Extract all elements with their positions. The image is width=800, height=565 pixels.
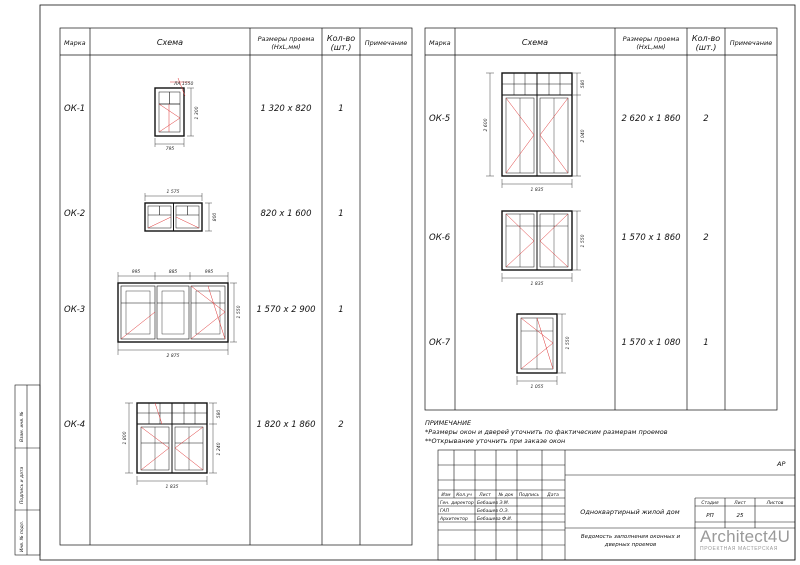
right-table-grid	[425, 28, 777, 410]
mark-ok5: ОК-5	[429, 114, 451, 124]
title-block-code: АР	[777, 460, 786, 468]
person-1-name: Бебашев Э.М.	[477, 501, 510, 506]
window-ok7-drawing	[517, 314, 566, 385]
person-2-role: ГАП	[440, 509, 449, 514]
size-ok6: 1 570 x 1 860	[621, 233, 681, 243]
qty-ok1: 1	[338, 104, 344, 114]
dim-ok1-width: 795	[165, 147, 175, 152]
qty-ok4: 2	[338, 420, 344, 430]
dim-ok5-top-height: 580	[581, 79, 586, 89]
dim-ok1-top: ЛА 1550	[174, 82, 194, 87]
window-ok6-drawing	[502, 211, 581, 282]
left-header-note: Примечание	[364, 39, 408, 47]
person-1-role: Ген. директор	[440, 501, 474, 506]
side-stamp-3: Инв. № подл.	[20, 520, 25, 552]
sheets-label: Листов	[766, 501, 784, 506]
dim-ok4-top-height: 580	[217, 409, 222, 419]
title-block-project: Однoквартирный жилой дом	[580, 508, 680, 516]
col-header-kol: Кол.уч	[456, 493, 472, 498]
person-2-name: Бебашев О.Э.	[477, 509, 509, 514]
left-header-qty: Кол-во	[326, 34, 356, 43]
notes-line-1: *Размеры окон и дверей уточнить по фактическим размерам проемов	[425, 428, 668, 436]
window-ok4-drawing	[125, 403, 217, 485]
size-ok1: 1 320 x 820	[260, 104, 312, 114]
left-header-qty-units: (шт.)	[330, 43, 352, 52]
size-ok4: 1 820 x 1 860	[256, 420, 316, 430]
dim-ok2-height: 800	[213, 212, 218, 222]
dim-ok4-bottom-height: 1 240	[217, 442, 222, 456]
dim-ok7-width: 1 055	[530, 385, 544, 390]
sheet-value: 25	[736, 513, 744, 519]
stage-label: Стадия	[701, 501, 719, 506]
dim-ok3-top-2: 885	[168, 270, 178, 275]
right-header-scheme: Схема	[521, 38, 549, 47]
qty-ok6: 2	[703, 233, 709, 243]
dim-ok3-height: 1 550	[237, 305, 242, 319]
left-header-size: Размеры проема	[257, 35, 315, 43]
dim-ok3-top-1: 995	[131, 270, 141, 275]
dim-ok3-width: 2 875	[166, 354, 180, 359]
right-header-qty: Кол-во	[691, 34, 721, 43]
dim-ok6-height: 1 550	[581, 234, 586, 248]
notes-line-2: **Открывание уточнить при заказе окон	[425, 437, 566, 445]
mark-ok7: ОК-7	[429, 338, 451, 348]
architect4u-logo	[700, 528, 796, 562]
dim-ok4-width: 1 835	[165, 485, 179, 490]
mark-ok4: ОК-4	[64, 420, 86, 430]
person-3-name: Бебашева Ф.И.	[477, 517, 513, 522]
stage-value: РП	[706, 513, 714, 519]
window-ok2-drawing	[145, 193, 212, 231]
logo-subtitle: ПРОЕКТНАЯ МАСТЕРСКАЯ	[700, 546, 778, 552]
col-header-izm: Изм	[441, 493, 451, 498]
right-header-size-units: (НхL,мм)	[636, 43, 666, 51]
col-header-sign: Подпись	[518, 493, 540, 498]
dim-ok6-width: 1 835	[530, 282, 544, 287]
dim-ok5-width: 1 835	[530, 188, 544, 193]
qty-ok3: 1	[338, 305, 344, 315]
dim-ok5-height: 2 600	[484, 118, 489, 132]
side-stamp-1: Взам. инв. №	[20, 411, 25, 442]
left-header-scheme: Схема	[156, 38, 184, 47]
dim-ok2-width: 1 575	[166, 190, 180, 195]
dim-ok1-height: 1 300	[195, 106, 200, 120]
dim-ok5-bottom-height: 2 040	[581, 129, 586, 143]
person-3-role: Архитектор	[440, 517, 468, 522]
title-block-sheet-title: Ведомость заполнения оконных и дверных проемов	[580, 534, 681, 548]
size-ok2: 820 x 1 600	[260, 209, 312, 219]
window-ok5-drawing	[486, 73, 581, 188]
right-header-size: Размеры проема	[622, 35, 680, 43]
size-ok3: 1 570 x 2 900	[256, 305, 316, 315]
mark-ok3: ОК-3	[64, 305, 86, 315]
dim-ok7-height: 1 550	[566, 336, 571, 350]
sheet-label: Лист	[734, 501, 746, 506]
logo-name: Architect4U	[700, 527, 791, 546]
qty-ok7: 1	[703, 338, 709, 348]
dim-ok4-height: 1 800	[123, 431, 128, 445]
right-header-qty-units: (шт.)	[695, 43, 717, 52]
window-ok3-drawing	[118, 272, 237, 355]
size-ok5: 2 620 x 1 860	[621, 114, 681, 124]
qty-ok5: 2	[703, 114, 709, 124]
right-header-note: Примечание	[729, 39, 773, 47]
col-header-doc: № док	[498, 493, 514, 498]
left-header-size-units: (НхL,мм)	[271, 43, 301, 51]
window-ok1-drawing	[155, 78, 194, 147]
col-header-date: Дата	[547, 493, 559, 498]
col-header-list: Лист	[479, 493, 491, 498]
side-stamp-2: Подпись и дата	[20, 466, 25, 504]
left-header-mark: Марка	[64, 39, 86, 47]
right-header-mark: Марка	[429, 39, 451, 47]
notes-title: ПРИМЕЧАНИЕ	[425, 419, 472, 427]
side-stamp	[15, 385, 40, 555]
dim-ok3-top-3: 995	[204, 270, 214, 275]
size-ok7: 1 570 x 1 080	[621, 338, 681, 348]
mark-ok6: ОК-6	[429, 233, 451, 243]
mark-ok2: ОК-2	[64, 209, 86, 219]
left-table-grid	[60, 28, 412, 545]
qty-ok2: 1	[338, 209, 344, 219]
mark-ok1: ОК-1	[64, 104, 86, 114]
